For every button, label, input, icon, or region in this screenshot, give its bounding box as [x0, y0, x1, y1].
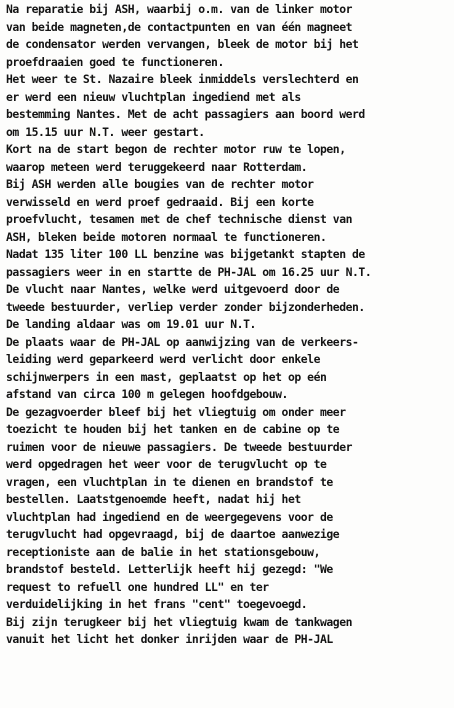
text-line: schijnwerpers in een mast, geplaatst op het op eén — [6, 369, 327, 384]
text-line: terugvlucht had opgevraagd, bij de daartoe aanwezige — [6, 527, 340, 541]
text-line: proefdraaien goed te functioneren. — [6, 54, 224, 69]
text-line: verduidelijking in het frans "cent" toegevoegd. — [6, 597, 308, 611]
text-line: Bij zijn terugkeer bij het vliegtuig kwam de tankwagen — [6, 614, 353, 629]
text-line: Nadat 135 liter 100 LL benzine was bijgetankt stapten de — [6, 247, 365, 261]
text-line: tweede bestuurder, verliep verder zonder bijzonderheden. — [6, 299, 365, 314]
text-line: receptioniste aan de balie in het stationsgebouw, — [6, 544, 320, 559]
text-line: De vlucht naar Nantes, welke werd uitgevoerd door de — [6, 282, 340, 296]
text-line: request to refuell one hundred LL" en ter — [6, 579, 269, 594]
text-line: van beide magneten,de contactpunten en van één magneet — [6, 19, 353, 34]
text-line: vluchtplan had ingediend en de weergegevens voor de — [6, 509, 333, 524]
text-line: Bij ASH werden alle bougies van de rechter motor — [6, 177, 314, 191]
text-line: ASH, bleken beide motoren normaal te functioneren. — [6, 229, 327, 244]
text-line: waarop meteen werd teruggekeerd naar Rotterdam. — [6, 159, 308, 174]
text-line: Het weer te St. Nazaire bleek inmiddels verslechterd en — [6, 72, 359, 86]
text-line: Na reparatie bij ASH, waarbij o.m. van de linker motor — [6, 2, 353, 16]
text-line: toezicht te houden bij het tanken en de cabine op te — [6, 422, 340, 436]
text-line: passagiers weer in en startte de PH-JAL om 16.25 uur N.T. — [6, 264, 372, 279]
text-line: er werd een nieuw vluchtplan ingediend met als — [6, 89, 301, 104]
text-line: werd opgedragen het weer voor de terugvlucht op te — [6, 457, 327, 471]
text-line: om 15.15 uur N.T. weer gestart. — [6, 124, 205, 139]
text-line: verwisseld en werd proef gedraaid. Bij een korte — [6, 194, 314, 209]
text-line: ruimen voor de nieuwe passagiers. De tweede bestuurder — [6, 439, 353, 454]
text-line: vragen, een vluchtplan in te dienen en brandstof te — [6, 474, 333, 489]
text-line: afstand van circa 100 m gelegen hoofdgebouw. — [6, 387, 288, 401]
text-line: De landing aldaar was om 19.01 uur N.T. — [6, 317, 256, 331]
text-line: proefvlucht, tesamen met de chef technische dienst van — [6, 212, 353, 226]
text-line: bestellen. Laatstgenoemde heeft, nadat hij het — [6, 492, 301, 506]
text-line: Kort na de start begon de rechter motor ruw te lopen, — [6, 142, 346, 156]
text-line: de condensator werden vervangen, bleek de motor bij het — [6, 37, 359, 51]
text-line: bestemming Nantes. Met de acht passagiers aan boord werd — [6, 107, 365, 121]
text-line: vanuit het licht het donker inrijden waar de PH-JAL — [6, 632, 333, 646]
report-text — [6, 1, 452, 649]
text-line: De gezagvoerder bleef bij het vliegtuig om onder meer — [6, 404, 346, 419]
text-line: brandstof besteld. Letterlijk heeft hij gezegd: "We — [6, 562, 333, 576]
text-line: De plaats waar de PH-JAL op aanwijzing van de verkeers- — [6, 334, 359, 349]
text-line: leiding werd geparkeerd werd verlicht door enkele — [6, 352, 320, 366]
